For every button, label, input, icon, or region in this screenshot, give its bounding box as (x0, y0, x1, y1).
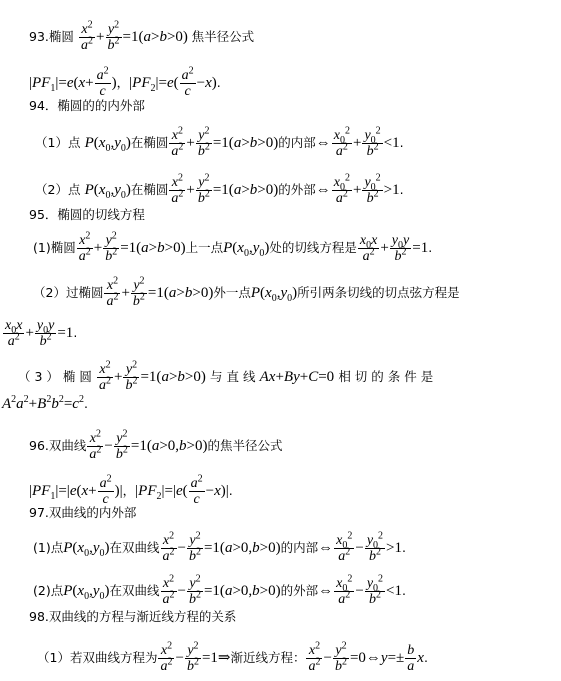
line-95-2: （2）过椭圆 $\frac{x^2}{a^2}$ + $\frac{y^2}{b^2}$ =1(a>b>0)外一点$P(x_0,y_0)$所引两条切线的切点弦方程是 (33, 275, 460, 309)
line-96-formula: $|PF_1|=|e(x+$ $\frac{a^2}{c}$ )|，$|PF_2|=|e$( $\frac{a^2}{c}$ −x)|. (29, 473, 233, 507)
line-98-1: （1）若双曲线方程为 $\frac{x^2}{a^2}$ − $\frac{y^2}{b^2}$ =1⇒渐近线方程： $\frac{x^2}{a^2}$ − $\frac{y^2}{b^2}$ =0⇔y=± $\frac{b}{a}$ x. (37, 640, 428, 674)
ellipse-equation: $\frac{x^2}{a^2}$ + $\frac{y^2}{b^2}$ =1(a>b>0) (81, 19, 192, 53)
line-95-3: （ 3 ） 椭 圆 $\frac{x^2}{a^2}$ + $\frac{y^2}{b^2}$ =1(a>b>0) 与 直 线 Ax+By+C=0 相 切 的 条 件 是 (18, 359, 434, 393)
heading-95: 95．椭圆的切线方程 (29, 207, 145, 222)
line-95-1: (1)椭圆 $\frac{x^2}{a^2}$ + $\frac{y^2}{b^2}$ =1(a>b>0)上一点$P(x_0,y_0)$处的切线方程是 $\frac{x_0x}{a^2}$ + $\frac{y_0y}{b^2}$ =1. (33, 230, 433, 264)
heading-94: 94．椭圆的的内外部 (29, 98, 145, 113)
line-93: 93.椭圆 $\frac{x^2}{a^2}$ + $\frac{y^2}{b^2}$ =1(a>b>0) 焦半径公式 (29, 19, 255, 53)
line-95-3-cont: $A^2a^2+B^2b^2=c^2$. (2, 394, 88, 412)
line-93-formula: $|PF_1|=e(x+$ $\frac{a^2}{c}$ )，$|PF_2|=e$( $\frac{a^2}{c}$ −x). (29, 65, 221, 99)
pf1-formula: $|PF_1|=e(x+$ $\frac{a^2}{c}$ ) (29, 65, 117, 99)
heading-98: 98.双曲线的方程与渐近线方程的关系 (29, 609, 237, 624)
pf2-formula: $|PF_2|=e$( $\frac{a^2}{c}$ −x) (129, 65, 217, 99)
line-97-1: (1)点$P(x_0,y_0)$在双曲线 $\frac{x^2}{a^2}$ − $\frac{y^2}{b^2}$ =1(a>0,b>0)的内部⇔ $\frac{x_0^2}{a^2}$ − $\frac{y_0^2}{b^2}$ >1. (33, 530, 406, 564)
line-94-2: （2）点 $P(x_0,y_0)$在椭圆 $\frac{x^2}{a^2}$ + $\frac{y^2}{b^2}$ =1(a>b>0)的外部⇔ $\frac{x_0^2}{a^2}$ + $\frac{y_0^2}{b^2}$ >1. (35, 172, 404, 206)
heading-93: 93.椭圆 (29, 28, 74, 44)
line-96: 96.双曲线 $\frac{x^2}{a^2}$ − $\frac{y^2}{b^2}$ =1(a>0,b>0)的焦半径公式 (29, 428, 283, 462)
line-97-2: (2)点$P(x_0,y_0)$在双曲线 $\frac{x^2}{a^2}$ − $\frac{y^2}{b^2}$ =1(a>0,b>0)的外部⇔ $\frac{x_0^2}{a^2}$ − $\frac{y_0^2}{b^2}$ <1. (33, 573, 406, 607)
heading-97: 97.双曲线的内外部 (29, 505, 137, 520)
line-94-1: （1）点 $P(x_0,y_0)$在椭圆 $\frac{x^2}{a^2}$ + $\frac{y^2}{b^2}$ =1(a>b>0)的内部⇔ $\frac{x_0^2}{a^2}$ + $\frac{y_0^2}{b^2}$ <1. (35, 125, 404, 159)
line-95-2-cont: $\frac{x_0x}{a^2}$ + $\frac{y_0y}{b^2}$ =1. (5, 318, 78, 349)
